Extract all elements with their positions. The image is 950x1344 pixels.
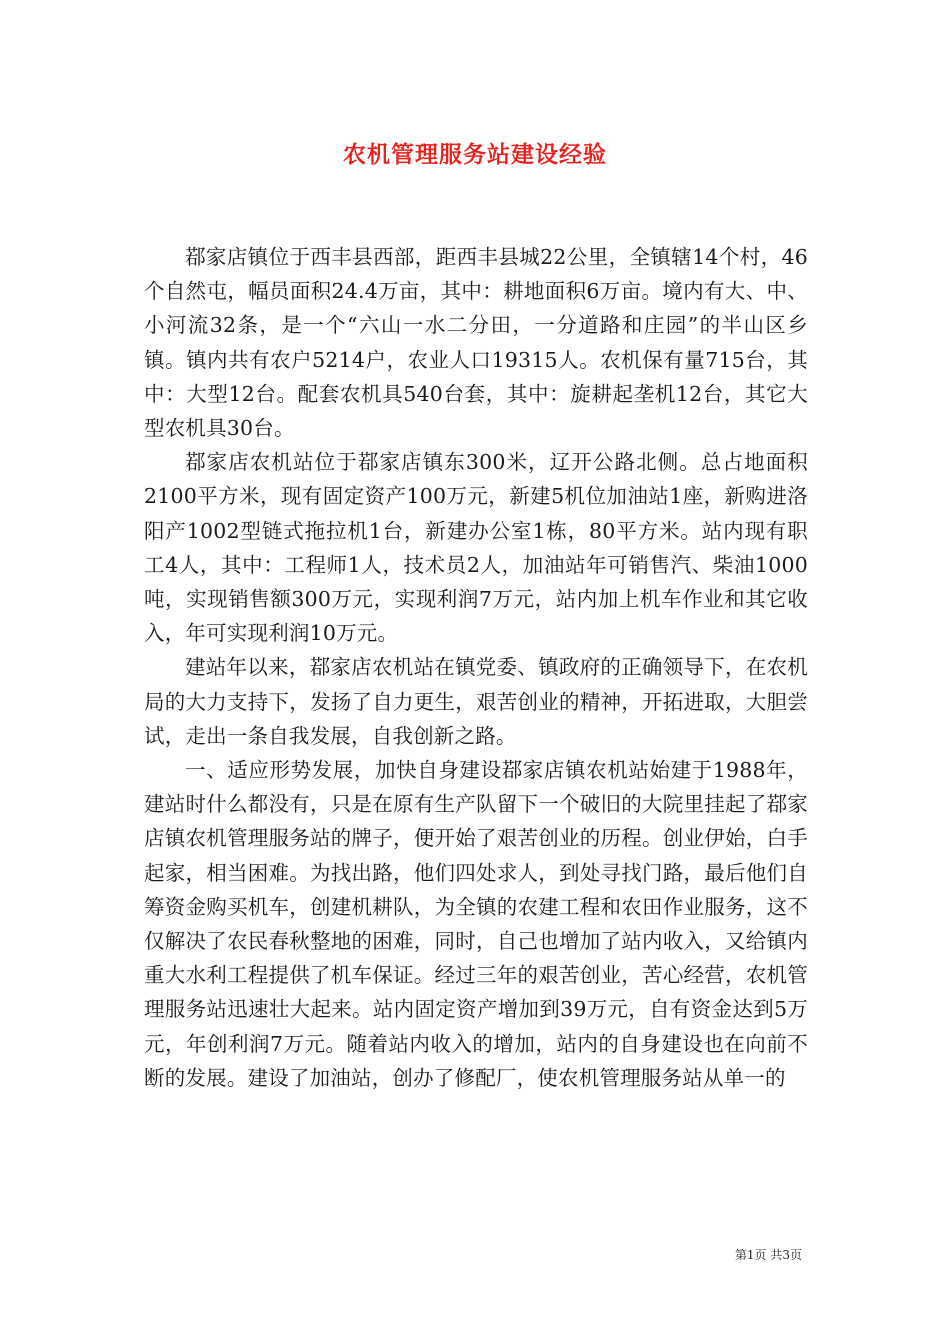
paragraph-1: 鄀家店镇位于西丰县西部，距西丰县城22公里，全镇辖14个村，46个自然屯，幅员面积24.4万亩，其中：耕地面积6万亩。境内有大、中、小河流32条，是一个“六山一水二分田，一分道路和庄园”的半山区乡镇。镇内共有农户5214户，农业人口19315人。农机保有量715台，其中：大型12台。配套农机具540台套，其中：旋耕起垄机12台，其它大型农机具30台。 (144, 245, 808, 441)
paragraph-2: 鄀家店农机站位于鄀家店镇东300米，辽开公路北侧。总占地面积2100平方米，现有固定资产100万元，新建5机位加油站1座，新购进洛阳产1002型链式拖拉机1台，新建办公室1栋，80平方米。站内现有职工4人，其中：工程师1人，技术员2人，加油站年可销售汽、柴油1000吨，实现销售额300万元，实现利润7万元，站内加上机车作业和其它收入，年可实现利润10万元。 (144, 450, 808, 646)
page-number-footer: 第1页 共3页 (734, 1248, 802, 1262)
document-body (144, 240, 808, 1095)
paragraph-4: 一、适应形势发展，加快自身建设鄀家店镇农机站始建于1988年，建站时什么都没有，只是在原有生产队留下一个破旧的大院里挂起了鄀家店镇农机管理服务站的牌子，便开始了艰苦创业的历程。创业伊始，白手起家，相当困难。为找出路，他们四处求人，到处寻找门路，最后他们自筹资金购买机车，创建机耕队，为全镇的农建工程和农田作业服务，这不仅解决了农民春秋整地的困难，同时，自己也增加了站内收入，又给镇内重大水利工程提供了机车保证。经过三年的艰苦创业，苦心经营，农机管理服务站迅速壮大起来。站内固定资产增加到39万元，自有资金达到5万元，年创利润7万元。随着站内收入的增加，站内的自身建设也在向前不断的发展。建设了加油站，创办了修配厂，使农机管理服务站从单一的 (144, 758, 808, 1090)
document-title: 农机管理服务站建设经验 (343, 141, 607, 168)
paragraph-3: 建站年以来，鄀家店农机站在镇党委、镇政府的正确领导下，在农机局的大力支持下，发扬了自力更生，艰苦创业的精神，开拓进取，大胆尝试，走出一条自我发展，自我创新之路。 (144, 655, 808, 748)
